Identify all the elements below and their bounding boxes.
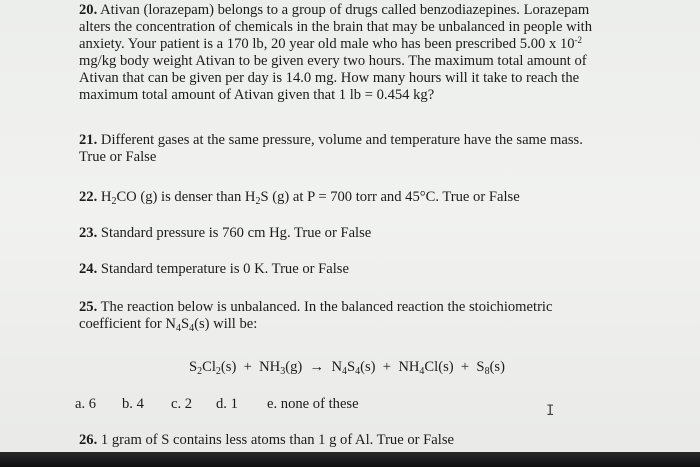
text-cursor-icon: I bbox=[546, 403, 555, 419]
question-20-line-2: alters the concentration of chemicals in the brain that may be unbalanced in people with bbox=[79, 19, 593, 35]
option-c[interactable]: c. 2 bbox=[171, 396, 193, 412]
eq-sub-1: 2 bbox=[197, 366, 203, 377]
eq-term-6: (s) + NH bbox=[360, 359, 420, 375]
question-22-number: 22. bbox=[79, 189, 98, 205]
question-20-line-3 bbox=[79, 36, 646, 53]
question-20 bbox=[79, 2, 646, 104]
question-21-line-1 bbox=[79, 132, 646, 149]
eq-term-5: S bbox=[346, 359, 356, 375]
question-24-number: 24. bbox=[79, 261, 98, 277]
question-20-number: 20. bbox=[79, 2, 98, 18]
eq-sub-3: 3 bbox=[280, 366, 286, 377]
eq-sub-2: 2 bbox=[215, 366, 221, 377]
question-26-text: 1 gram of S contains less atoms than 1 g of Al. True or False bbox=[100, 432, 454, 448]
question-26-number: 26. bbox=[79, 432, 98, 448]
question-20-line-5: Ativan that can be given per day is 14.0 mg. How many hours will it take to reach the bbox=[79, 70, 580, 86]
question-25-number: 25. bbox=[79, 299, 98, 315]
answer-options bbox=[75, 396, 395, 414]
question-25-text-2c: (s) will be: bbox=[194, 316, 258, 332]
question-25 bbox=[79, 299, 646, 333]
question-21-line-2: True or False bbox=[79, 149, 157, 165]
question-21-number: 21. bbox=[79, 132, 98, 148]
eq-term-8: (s) bbox=[489, 359, 505, 375]
question-23-text: Standard pressure is 760 cm Hg. True or False bbox=[100, 225, 372, 241]
question-24-text: Standard temperature is 0 K. True or False bbox=[100, 261, 349, 277]
question-23 bbox=[79, 225, 371, 242]
question-25-line-2 bbox=[79, 316, 646, 333]
question-20-text-1: Ativan (lorazepam) belongs to a group of drugs called benzodiazepines. Lorazepam bbox=[100, 2, 590, 18]
eq-sub-7: 8 bbox=[484, 366, 490, 377]
question-25-line-1 bbox=[79, 299, 646, 316]
eq-term-2: Cl bbox=[202, 359, 216, 375]
question-25-sub-1: 4 bbox=[175, 323, 181, 334]
question-20-line-1 bbox=[79, 2, 646, 19]
question-20-line-6: maximum total amount of Ativan given that 1 lb = 0.454 kg? bbox=[79, 87, 435, 103]
question-21-text: Different gases at the same pressure, volume and temperature have the same mass. bbox=[100, 132, 583, 148]
bottom-edge-shadow bbox=[0, 452, 700, 467]
eq-term-7: Cl(s) + S bbox=[424, 359, 485, 375]
question-20-exponent: -2 bbox=[574, 35, 583, 45]
eq-sub-6: 4 bbox=[419, 366, 425, 377]
question-21 bbox=[79, 132, 646, 166]
question-22-sub-2: 2 bbox=[255, 196, 261, 207]
question-23-number: 23. bbox=[79, 225, 98, 241]
option-b[interactable]: b. 4 bbox=[122, 396, 144, 412]
question-24 bbox=[79, 261, 349, 278]
question-22 bbox=[79, 189, 520, 206]
question-22-text-2: S (g) at P = 700 torr and 45°C. True or False bbox=[260, 189, 520, 205]
option-a[interactable]: a. 6 bbox=[75, 396, 97, 412]
option-e[interactable]: e. none of these bbox=[267, 396, 359, 412]
eq-sub-5: 4 bbox=[355, 366, 361, 377]
question-25-text-2a: coefficient for N bbox=[79, 316, 176, 332]
question-22-text-1: CO (g) is denser than H bbox=[116, 189, 256, 205]
question-20-line-4: mg/kg body weight Ativan to be given every two hours. The maximum total amount of bbox=[79, 53, 587, 69]
option-d[interactable]: d. 1 bbox=[216, 396, 238, 412]
eq-term-1: S bbox=[189, 359, 198, 375]
reaction-equation bbox=[189, 359, 505, 376]
question-22-sub-1: 2 bbox=[111, 196, 117, 207]
question-20-text-3: anxiety. Your patient is a 170 lb, 20 year old male who has been prescribed 5.00 x 10 bbox=[79, 36, 575, 52]
question-25-text-1: The reaction below is unbalanced. In the balanced reaction the stoichiometric bbox=[100, 299, 553, 315]
eq-term-3: (s) + NH bbox=[220, 359, 281, 375]
question-22-h: H bbox=[100, 189, 112, 205]
question-25-sub-2: 4 bbox=[189, 323, 195, 334]
eq-term-4: (g) → N bbox=[285, 359, 342, 375]
eq-sub-4: 4 bbox=[341, 366, 347, 377]
question-25-text-2b: S bbox=[180, 316, 190, 332]
question-26 bbox=[79, 432, 454, 449]
